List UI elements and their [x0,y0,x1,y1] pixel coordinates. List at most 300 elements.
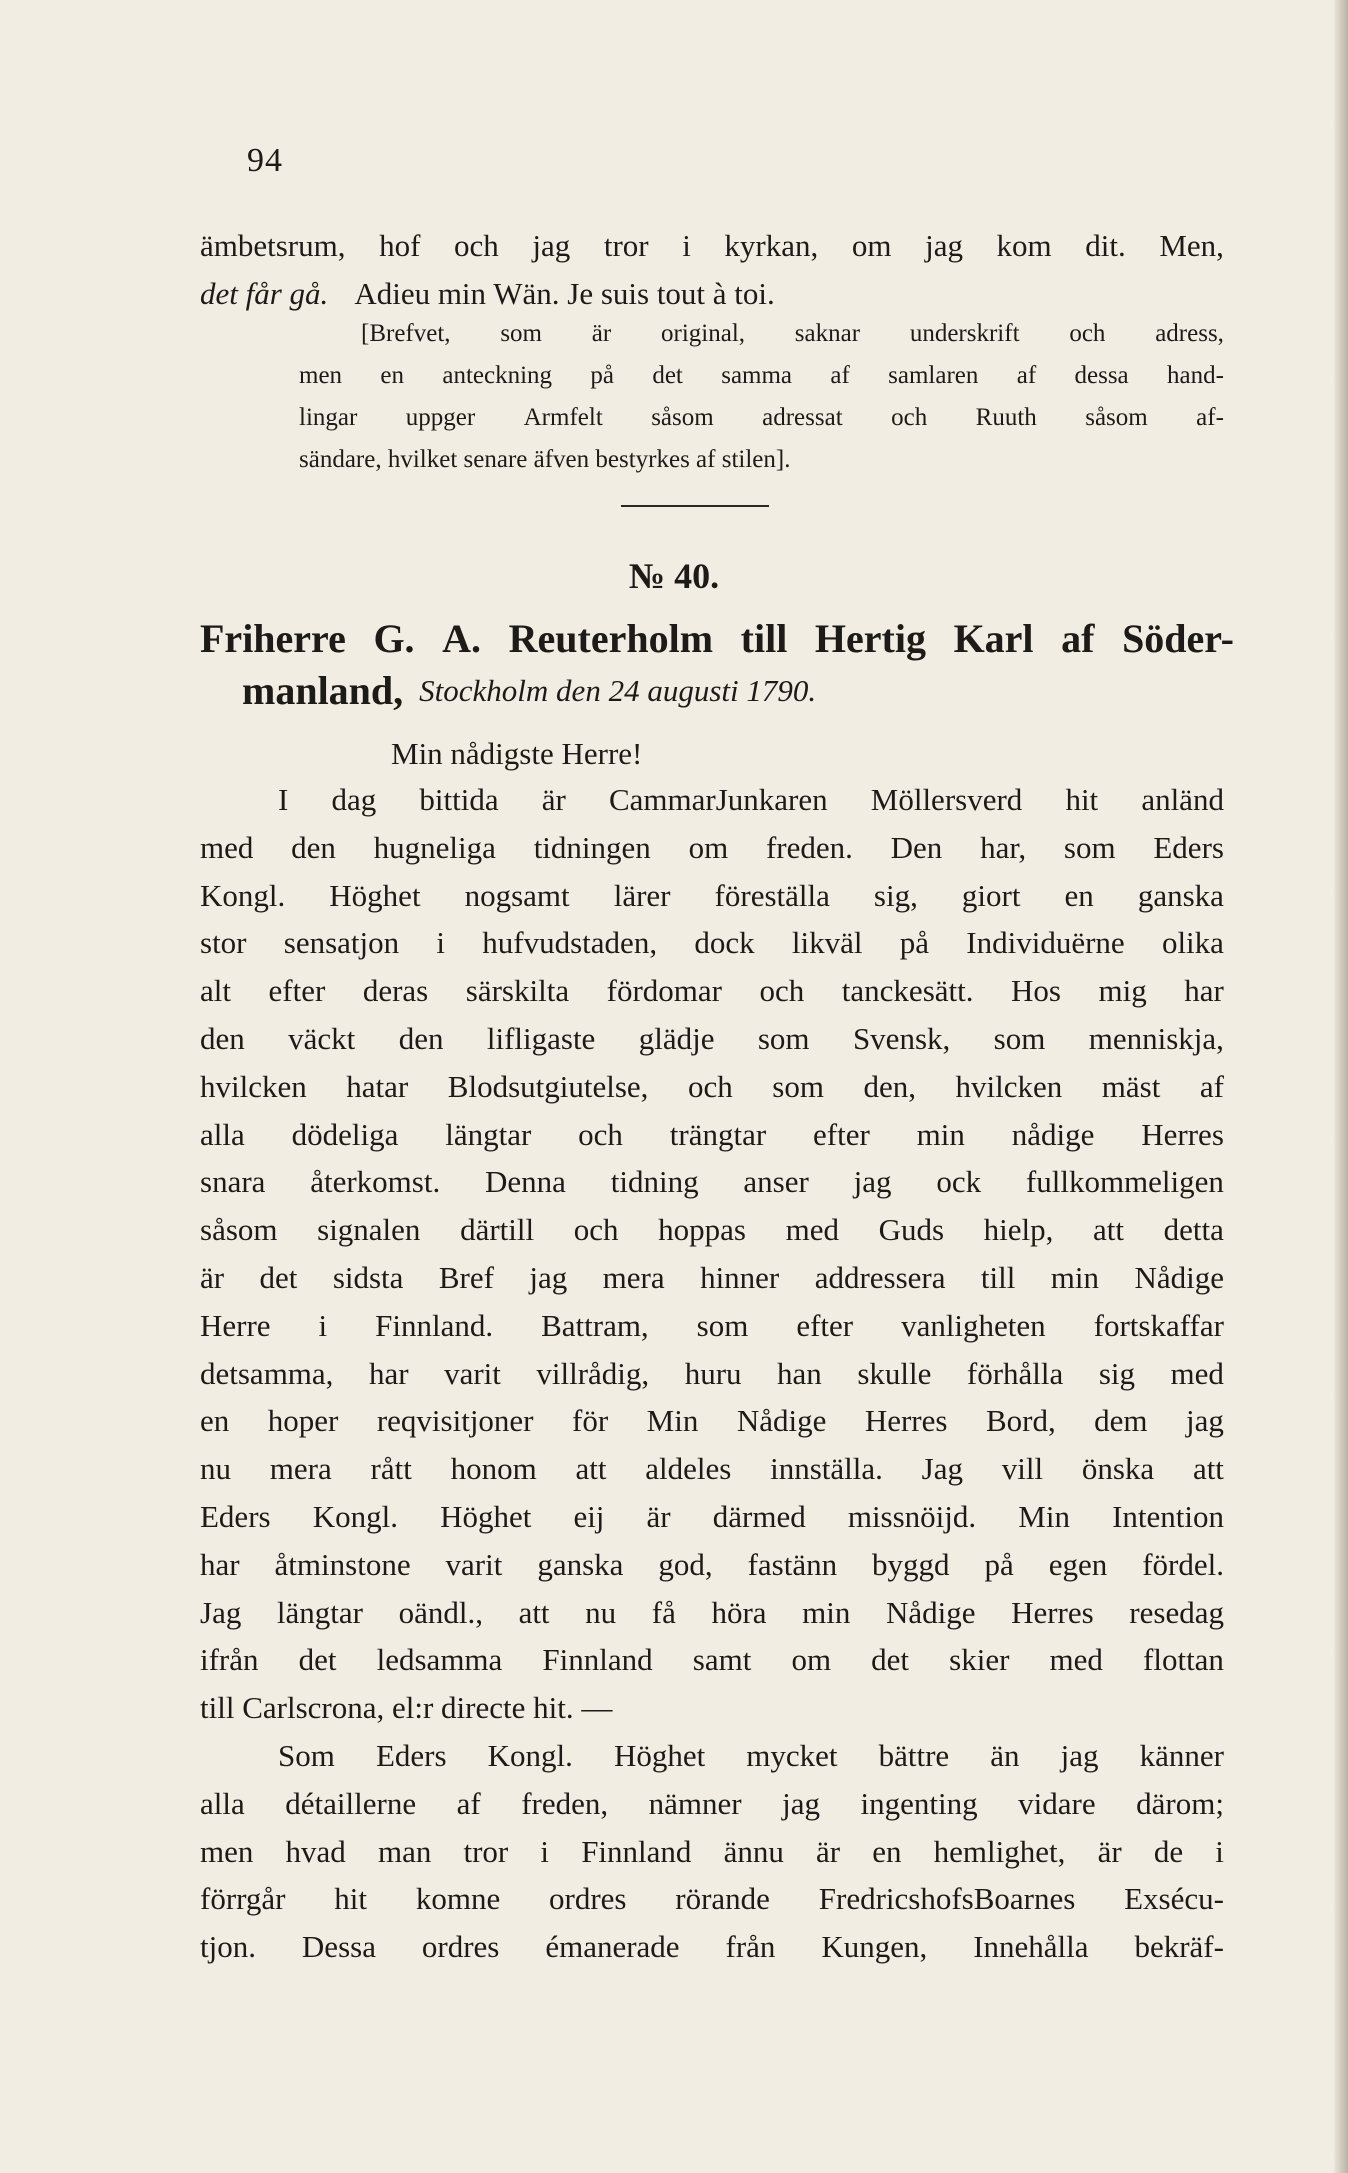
word: återkomst. [310,1164,441,1200]
word: mycket [746,1737,838,1773]
word: men [299,362,343,389]
word: som [500,320,543,347]
word: Söder- [1122,616,1234,661]
word: reqvisitjoner [376,1403,534,1439]
word: den [291,829,336,865]
word: varit [444,1355,501,1391]
word: FredricshofsBoarnes [818,1881,1076,1917]
word: Jag [921,1451,963,1487]
word: hit [334,1881,368,1917]
word: Min [1018,1498,1070,1534]
word: än [990,1737,1020,1773]
word: ämbetsrum, [200,228,346,263]
word: likväl [791,925,863,961]
word: adressat [762,404,843,431]
word: komne [415,1881,501,1917]
word: en [200,1403,230,1439]
word: hufvudstaden, [482,925,658,961]
word: detsamma, [200,1355,334,1391]
word: G. [373,616,415,661]
word: väckt [288,1020,356,1056]
word: jag [925,228,963,263]
word: ordres [549,1881,627,1917]
word: min [1050,1259,1100,1295]
word: af [456,1785,481,1821]
word: samlaren [888,362,979,389]
word: dag [331,782,377,817]
word: i [682,228,691,263]
closing-text: Adieu min Wän. Je suis tout à toi. [354,276,775,311]
word: olika [1161,925,1224,961]
word: ingenting [860,1785,978,1821]
body-line [200,1828,1224,1876]
body-line [200,1015,1224,1063]
word: sensatjon [283,925,400,961]
word: längtar [276,1594,363,1630]
body-line [200,1111,1224,1159]
word: de [1153,1833,1184,1869]
word: kyrkan, [724,228,819,263]
word: I [278,782,289,817]
word: åtminstone [274,1546,411,1582]
word: har [1184,973,1224,1009]
word: Individuërne [966,925,1125,961]
word: vidare [1018,1785,1096,1821]
word: huru [684,1355,742,1391]
word: och [1069,320,1106,347]
word: Herres [864,1403,948,1439]
word: CammarJunkaren [608,782,828,817]
note-line: sändare, hvilket senare äfven bestyrkes af stilen]. [299,446,791,473]
body-line [200,967,1224,1015]
word: tror [603,228,649,263]
word: såsom [651,404,714,431]
word: om [791,1642,832,1678]
word: innställa. [770,1451,883,1487]
page-edge [1334,0,1348,2173]
text-line [200,222,1224,270]
word: freden. [765,829,853,865]
word: hvilcken [955,1068,1063,1104]
word: Dessa [301,1929,376,1965]
word: Blodsutgiutelse, [447,1068,649,1104]
word: Möllersverd [870,782,1023,817]
word: Denna [485,1164,566,1200]
word: en [380,362,404,389]
word: stor [200,925,247,961]
word: och [687,1068,733,1104]
word: Reuterholm [508,616,714,661]
italic-phrase: det får gå. [200,276,329,311]
word: Som [278,1737,335,1773]
word: Hos [1011,973,1061,1009]
word: ordres [421,1929,500,1965]
word: nämner [648,1785,742,1821]
word: som [993,1020,1046,1056]
word: snara [200,1164,266,1200]
word: förrgår [200,1881,286,1917]
word: anser [743,1164,809,1200]
word: efter [268,973,326,1009]
word: skulle [857,1355,932,1391]
word: nu [200,1451,231,1487]
word: Eders [375,1737,447,1773]
word: hit [1065,782,1099,817]
word: tanckesätt. [841,973,974,1009]
letter-body [200,776,1224,1971]
word: alla [200,1116,245,1152]
page-number: 94 [247,142,283,179]
word: från [725,1929,776,1965]
word: émanerade [545,1929,680,1965]
word: fortskaffar [1093,1307,1224,1343]
word: känner [1139,1737,1224,1773]
word: hvilcken [200,1068,307,1104]
word: sidsta [332,1259,404,1295]
word: flottan [1143,1642,1224,1678]
word: aldeles [645,1451,732,1487]
word: såsom [200,1212,278,1248]
word: Finnland [542,1642,653,1678]
word: menniskja, [1088,1020,1224,1056]
word: jag [529,1259,568,1295]
body-line [200,1636,1224,1684]
word: Armfelt [523,404,603,431]
word: är [816,1833,841,1869]
word: original, [661,320,746,347]
word: saknar [794,320,861,347]
word: Innehålla [973,1929,1089,1965]
word: ganska [1137,877,1224,913]
word: mig [1098,973,1147,1009]
note-line [299,355,1224,397]
word: adress, [1155,320,1224,347]
word: hvad [285,1833,346,1869]
word: till [740,616,788,661]
word: i [436,925,446,961]
word: som [757,1020,810,1056]
word: bättre [878,1737,950,1773]
word: af [830,362,850,389]
word: men [200,1833,254,1869]
note-line [299,313,1224,355]
word: missnöijd. [847,1498,977,1534]
word: sig [1098,1355,1135,1391]
word: Hertig [814,616,926,661]
word: Herres [1141,1116,1224,1152]
word: med [1170,1355,1224,1391]
word: mera [269,1451,332,1487]
word: han [777,1355,822,1391]
word: skier [949,1642,1010,1678]
word: vanligheten [901,1307,1046,1343]
letter-heading [200,613,1234,717]
word: hemlighet, [933,1833,1066,1869]
word: därtill [460,1212,535,1248]
word: bekräf- [1134,1929,1224,1965]
word: på [984,1546,1014,1582]
word: jag [1060,1737,1099,1773]
word: i [1215,1833,1224,1869]
word: deras [362,973,429,1009]
word: lifligaste [486,1020,596,1056]
word: dock [694,925,755,961]
word: honom [450,1451,537,1487]
word: bittida [419,782,499,817]
body-line [200,1780,1224,1828]
word: hielp, [983,1212,1054,1248]
body-line [200,1302,1224,1350]
body-line [200,1541,1224,1589]
word: hoper [267,1403,339,1439]
word: varit [445,1546,503,1582]
word: jag [782,1785,820,1821]
word: Men, [1159,228,1224,263]
word: dem [1094,1403,1148,1439]
word: Nådige [885,1594,976,1630]
word: Kongl. [312,1498,398,1534]
word: kom [996,228,1052,263]
word: Finnland [581,1833,692,1869]
body-line [200,1158,1224,1206]
word: därmed [712,1498,806,1534]
body-line [200,1875,1224,1923]
word: Kongl. [487,1737,573,1773]
body-line [200,1206,1224,1254]
word: hugneliga [373,829,496,865]
word: Bord, [985,1403,1056,1439]
body-line [200,1923,1224,1971]
word: med [1049,1642,1103,1678]
word: ock [936,1164,982,1200]
section-divider [621,505,769,507]
word: detta [1163,1212,1224,1248]
word: eij [573,1498,605,1534]
word: lärer [613,877,671,913]
heading-line [200,613,1234,665]
word: Höghet [440,1498,532,1534]
word: har [368,1355,409,1391]
word: lingar [299,404,358,431]
word: till [980,1259,1016,1295]
body-line [200,919,1224,967]
word: är [541,782,566,817]
word: oändl., [398,1594,483,1630]
word: om [851,228,892,263]
word: giort [961,877,1021,913]
word: på [899,925,930,961]
word: tror [463,1833,509,1869]
word: af [1199,1068,1224,1104]
word: samt [692,1642,752,1678]
word: Friherre [200,616,346,661]
word: rått [370,1451,412,1487]
word: Bref [438,1259,494,1295]
word: ännu [723,1833,784,1869]
word: det [298,1642,337,1678]
word: som [772,1068,824,1104]
word: hand- [1167,362,1224,389]
heading-line [200,665,1234,717]
word: glädje [638,1020,715,1056]
word: Min [646,1403,699,1439]
word: längtar [445,1116,532,1152]
word: tjon. [200,1929,256,1965]
word: det [259,1259,298,1295]
heading-recipient: manland, [242,668,404,713]
word: Finnland. [375,1307,494,1343]
word: på [590,362,614,389]
word: fullkommeligen [1025,1164,1224,1200]
word: har [200,1546,240,1582]
word: min [916,1116,965,1152]
word: nogsamt [464,877,570,913]
word: är [200,1259,225,1295]
word: höra [711,1594,767,1630]
word: som [696,1307,749,1343]
word: Jag [200,1594,242,1630]
word: den, [863,1068,916,1104]
word: den [200,1020,245,1056]
body-line [200,1445,1224,1493]
word: det [652,362,683,389]
word: god, [658,1546,713,1582]
word: dit. [1085,228,1126,263]
word: och [759,973,805,1009]
word: tidning [610,1164,699,1200]
previous-letter-ending [200,222,1224,318]
word: addressera [814,1259,946,1295]
word: ifrån [200,1642,259,1678]
word: A. [442,616,482,661]
word: alt [200,973,231,1009]
word: jag [1186,1403,1224,1439]
word: som [1063,829,1116,865]
word: signalen [317,1212,421,1248]
word: man [377,1833,432,1869]
body-line [200,1732,1224,1780]
word: Ruuth [975,404,1037,431]
word: hinner [700,1259,780,1295]
word: i [318,1307,328,1343]
body-line [200,1350,1224,1398]
word: mäst [1101,1068,1161,1104]
word: af [1061,616,1095,661]
word: efter [813,1116,870,1152]
body-line: till Carlscrona, el:r directe hit. — [200,1690,613,1726]
word: sig, [873,877,918,913]
word: Herres [1011,1594,1094,1630]
word: med [785,1212,839,1248]
word: byggd [872,1546,950,1582]
word: att [1093,1212,1125,1248]
word: om [688,829,729,865]
word: Herre [200,1307,271,1343]
body-line [200,1063,1224,1111]
word: Nådige [736,1403,827,1439]
word: [Brefvet, [361,320,451,347]
word: och [578,1116,623,1152]
word: tidningen [533,829,651,865]
word: anländ [1141,782,1224,817]
body-line [200,1589,1224,1637]
word: af [1016,362,1037,389]
word: har, [980,829,1027,865]
word: särskilta [465,973,570,1009]
word: den [398,1020,444,1056]
body-line [200,824,1224,872]
word: jag [532,228,571,263]
word: för [572,1403,609,1439]
word: och [573,1212,619,1248]
word: uppger [405,404,476,431]
body-line [200,1254,1224,1302]
word: fastänn [747,1546,838,1582]
editor-note [299,313,1224,481]
word: anteckning [442,362,553,389]
word: alla [200,1785,245,1821]
word: att [518,1594,550,1630]
body-line [200,1397,1224,1445]
word: jag [853,1164,892,1200]
word: därom; [1136,1785,1224,1821]
word: föreställa [714,877,830,913]
word: förhålla [966,1355,1064,1391]
word: Battram, [541,1307,649,1343]
word: Kungen, [821,1929,928,1965]
word: Karl [953,616,1034,661]
word: dödeliga [291,1116,399,1152]
word: hoppas [658,1212,746,1248]
word: är [1097,1833,1122,1869]
word: hof [379,228,421,263]
word: Intention [1112,1498,1224,1534]
word: och [454,228,499,263]
salutation: Min nådigste Herre! [391,736,643,771]
word: nu [585,1594,617,1630]
word: att [1192,1451,1224,1487]
word: fördel. [1142,1546,1224,1582]
word: Svensk, [852,1020,951,1056]
word: hatar [346,1068,409,1104]
word: freden, [521,1785,609,1821]
word: ledsamma [376,1642,503,1678]
word: Nådige [1134,1259,1224,1295]
body-line [200,872,1224,920]
word: få [651,1594,676,1630]
word: af- [1196,404,1224,431]
note-line [299,397,1224,439]
word: mera [602,1259,665,1295]
body-line [200,1493,1224,1541]
word: underskrift [909,320,1020,347]
word: villrådig, [536,1355,650,1391]
word: en [1064,877,1094,913]
word: Eders [200,1498,271,1534]
word: önska [1081,1451,1155,1487]
word: det [871,1642,910,1678]
word: efter [796,1307,854,1343]
word: nådige [1011,1116,1095,1152]
word: dessa [1074,362,1129,389]
word: med [200,829,254,865]
word: trängtar [669,1116,767,1152]
word: samma [721,362,793,389]
word: vill [1001,1451,1044,1487]
word: rörande [675,1881,770,1917]
word: Höghet [329,877,421,913]
word: i [540,1833,550,1869]
